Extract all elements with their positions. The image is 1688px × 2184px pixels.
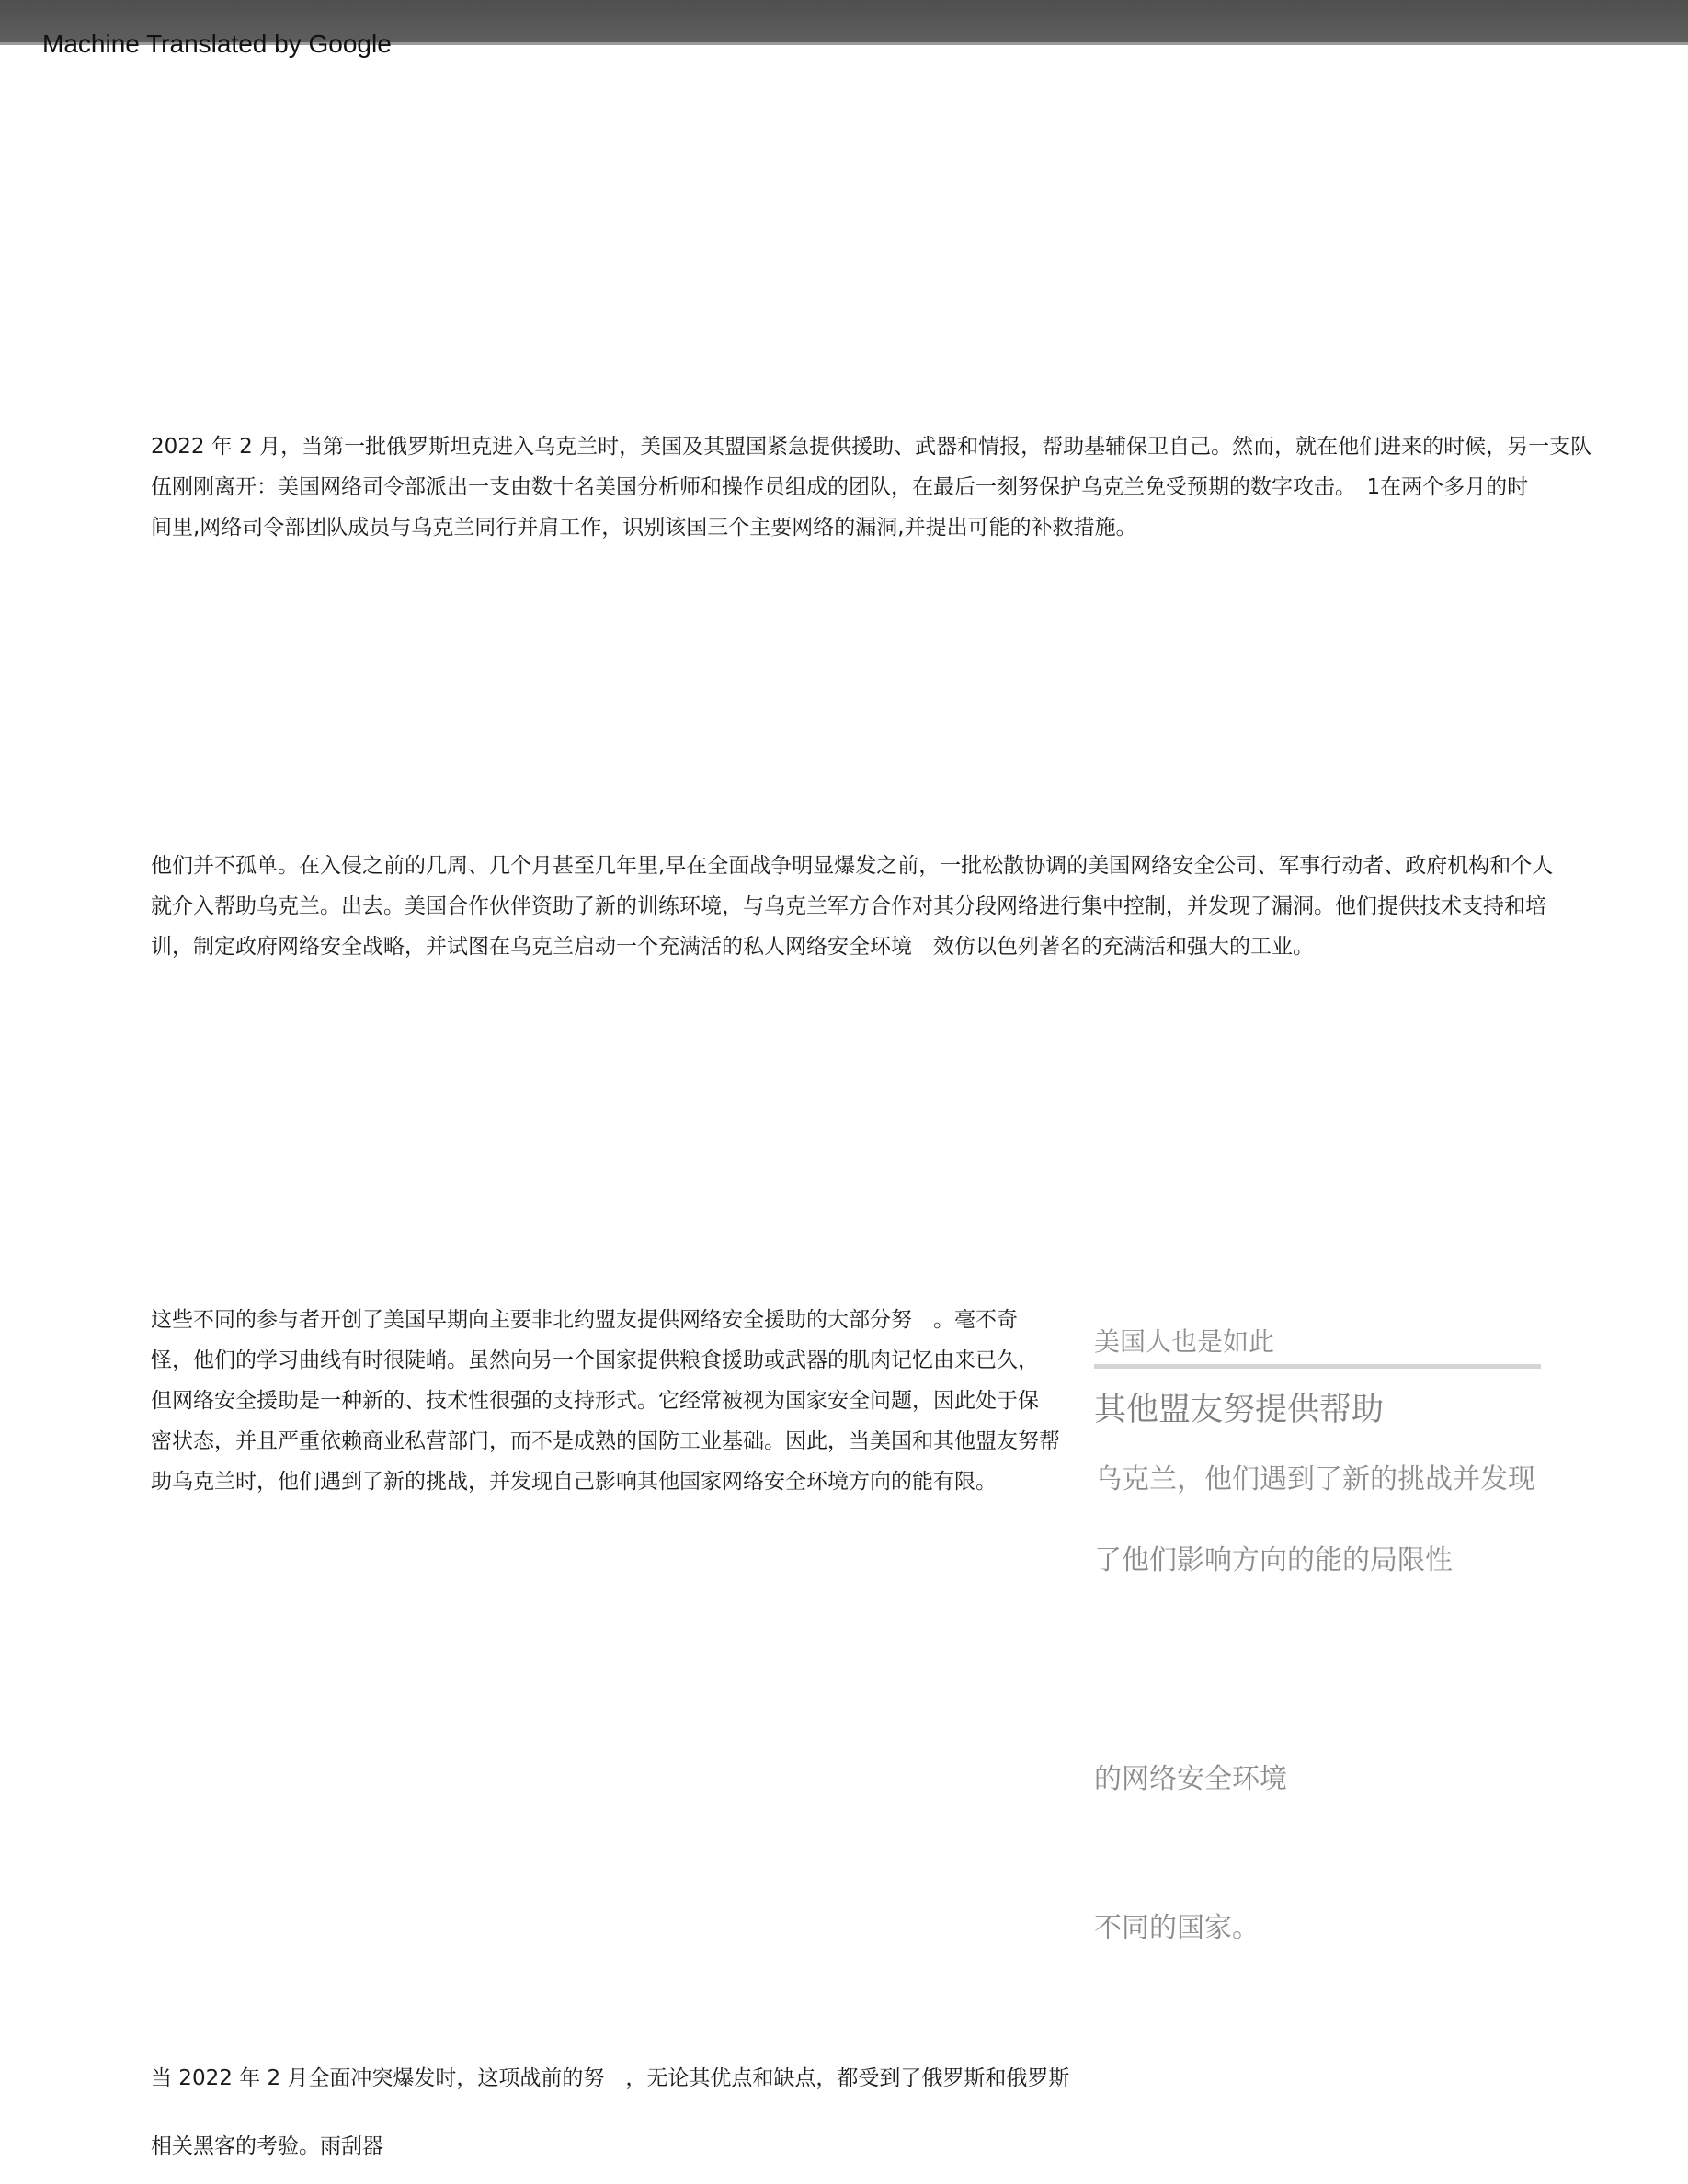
paragraph-line: 就介入帮助乌克兰。出去。美国合作伙伴资助了新的训练环境，与乌克兰军方合作对其分段网络进行集中控制，并发现了漏洞。他们提供技术支持和培 (151, 894, 1546, 918)
machine-translation-label: Machine Translated by Google (42, 29, 392, 58)
paragraph-line: 这些不同的参与者开创了美国早期向主要非北约盟友提供网络安全援助的大部分努 。毫不奇 (151, 1308, 1018, 1332)
paragraph-4 (151, 2044, 1070, 2180)
paragraph-line: 当 2022 年 2 月全面冲突爆发时，这项战前的努 ，无论其优点和缺点，都受到了俄罗斯和俄罗斯 (151, 2066, 1070, 2090)
pull-quote-line: 了他们影响方向的能的局限性 (1094, 1544, 1453, 1576)
pull-quote-line: 的网络安全环境 (1094, 1763, 1287, 1795)
paragraph-line: 怪，他们的学习曲线有时很陡峭。虽然向另一个国家提供粮食援助或武器的肌肉记忆由来已久， (151, 1348, 1039, 1372)
pull-quote-line: 不同的国家。 (1094, 1912, 1260, 1944)
paragraph-line: 密状态，并且严重依赖商业私营部门，而不是成熟的国防工业基础。因此，当美国和其他盟友努帮 (151, 1429, 1060, 1453)
pull-quote-kicker: 美国人也是如此 (1094, 1324, 1541, 1369)
paragraph-1 (151, 427, 1592, 548)
paragraph-line: 相关黑客的考验。雨刮器 (151, 2134, 383, 2158)
pull-quote (1094, 1324, 1541, 1944)
paragraph-2 (151, 846, 1554, 967)
pull-quote-title: 其他盟友努提供帮助 (1094, 1392, 1385, 1428)
paragraph-line: 助乌克兰时，他们遇到了新的挑战，并发现自己影响其他国家网络安全环境方向的能有限。 (151, 1470, 997, 1494)
paragraph-line: 但网络安全援助是一种新的、技术性很强的支持形式。它经常被视为国家安全问题，因此处于保 (151, 1389, 1039, 1413)
pull-quote-line: 乌克兰，他们遇到了新的挑战并发现 (1094, 1463, 1535, 1496)
paragraph-line: 他们并不孤单。在入侵之前的几周、几个月甚至几年里,早在全面战争明显爆发之前，一批松散协调的美国网络安全公司、军事行动者、政府机构和个人 (151, 854, 1554, 878)
paragraph-3 (151, 1300, 1060, 1502)
paragraph-line: 训，制定政府网络安全战略，并试图在乌克兰启动一个充满活的私人网络安全环境 效仿以色列著名的充满活和强大的工业。 (151, 935, 1314, 959)
paragraph-line: 间里,网络司令部团队成员与乌克兰同行并肩工作，识别该国三个主要网络的漏洞,并提出可能的补救措施。 (151, 516, 1137, 540)
paragraph-line: 伍刚刚离开：美国网络司令部派出一支由数十名美国分析师和操作员组成的团队，在最后一刻努保护乌克兰免受预期的数字攻击。 1在两个多月的时 (151, 475, 1529, 499)
paragraph-line: 2022 年 2 月，当第一批俄罗斯坦克进入乌克兰时，美国及其盟国紧急提供援助、武器和情报，帮助基辅保卫自己。然而，就在他们进来的时候，另一支队 (151, 435, 1592, 459)
